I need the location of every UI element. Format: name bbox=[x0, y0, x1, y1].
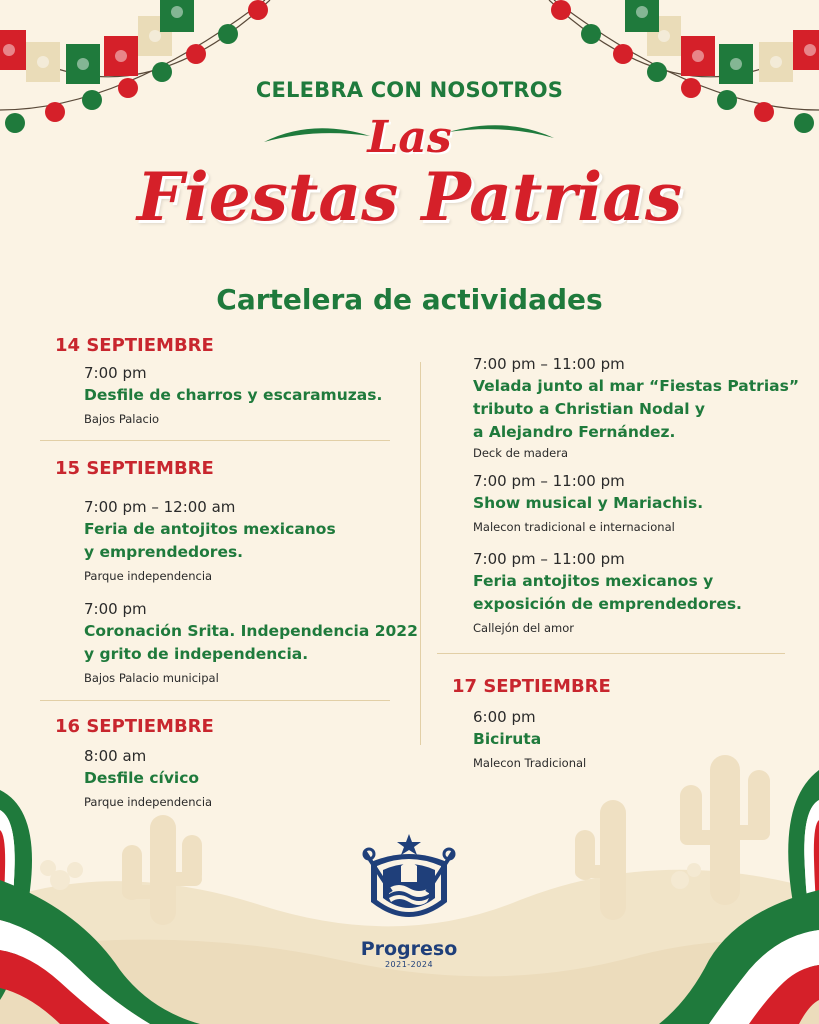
anchor-crest-icon bbox=[361, 832, 457, 932]
event-time: 7:00 pm – 11:00 pm bbox=[473, 472, 625, 490]
day-16-label: 16 SEPTIEMBRE bbox=[55, 716, 214, 737]
event-place: Bajos Palacio bbox=[84, 412, 160, 426]
divider bbox=[437, 653, 785, 654]
event-feria-antojitos bbox=[84, 496, 336, 585]
day-14-label: 14 SEPTIEMBRE bbox=[55, 335, 214, 356]
event-time: 6:00 pm bbox=[473, 708, 536, 726]
day-15-label: 15 SEPTIEMBRE bbox=[55, 458, 214, 479]
header-subtitle: CELEBRA CON NOSOTROS bbox=[255, 78, 564, 102]
event-time: 7:00 pm – 12:00 am bbox=[84, 498, 236, 516]
event-place: Parque independencia bbox=[84, 569, 213, 583]
event-desfile-civico bbox=[84, 745, 212, 811]
day-17-label: 17 SEPTIEMBRE bbox=[452, 676, 611, 697]
event-time: 7:00 pm – 11:00 pm bbox=[473, 355, 625, 373]
event-coronacion bbox=[84, 598, 418, 687]
event-name: Desfile de charros y escaramuzas. bbox=[84, 386, 383, 404]
title-las: Las bbox=[367, 112, 452, 163]
event-time: 7:00 pm – 11:00 pm bbox=[473, 550, 625, 568]
event-biciruta bbox=[473, 706, 586, 772]
event-place: Deck de madera bbox=[473, 446, 568, 460]
tricolor-ribbon-right bbox=[619, 760, 819, 1024]
event-time: 8:00 am bbox=[84, 747, 147, 765]
progreso-logo bbox=[359, 832, 459, 969]
divider bbox=[40, 700, 390, 701]
column-divider bbox=[420, 362, 421, 745]
event-place: Callejón del amor bbox=[473, 621, 574, 635]
event-place: Parque independencia bbox=[84, 795, 213, 809]
event-show-musical bbox=[473, 470, 703, 536]
event-name: Velada junto al mar “Fiestas Patrias” tributo a Christian Nodal y a Alejandro Fernández. bbox=[473, 377, 799, 441]
event-name: Show musical y Mariachis. bbox=[473, 494, 704, 512]
event-name: Coronación Srita. Independencia 2022 y grito de independencia. bbox=[84, 622, 418, 663]
event-place: Malecon Tradicional bbox=[473, 756, 587, 770]
program-title: Cartelera de actividades bbox=[216, 283, 603, 316]
event-name: Feria de antojitos mexicanos y emprendedores. bbox=[84, 520, 336, 561]
event-place: Bajos Palacio municipal bbox=[84, 671, 219, 685]
logo-years: 2021-2024 bbox=[384, 960, 434, 969]
event-place: Malecon tradicional e internacional bbox=[473, 520, 675, 534]
event-name: Feria antojitos mexicanos y exposición de emprendedores. bbox=[473, 572, 742, 613]
divider bbox=[40, 440, 390, 441]
event-name: Desfile cívico bbox=[84, 769, 200, 787]
event-velada bbox=[473, 353, 799, 462]
event-time: 7:00 pm bbox=[84, 364, 147, 382]
event-time: 7:00 pm bbox=[84, 600, 147, 618]
event-feria-exposicion bbox=[473, 548, 742, 637]
event-name: Biciruta bbox=[473, 730, 542, 748]
title-fiestas-patrias: Fiestas Patrias bbox=[136, 158, 683, 236]
event-desfile-charros bbox=[84, 362, 382, 428]
logo-name: Progreso bbox=[360, 938, 458, 960]
